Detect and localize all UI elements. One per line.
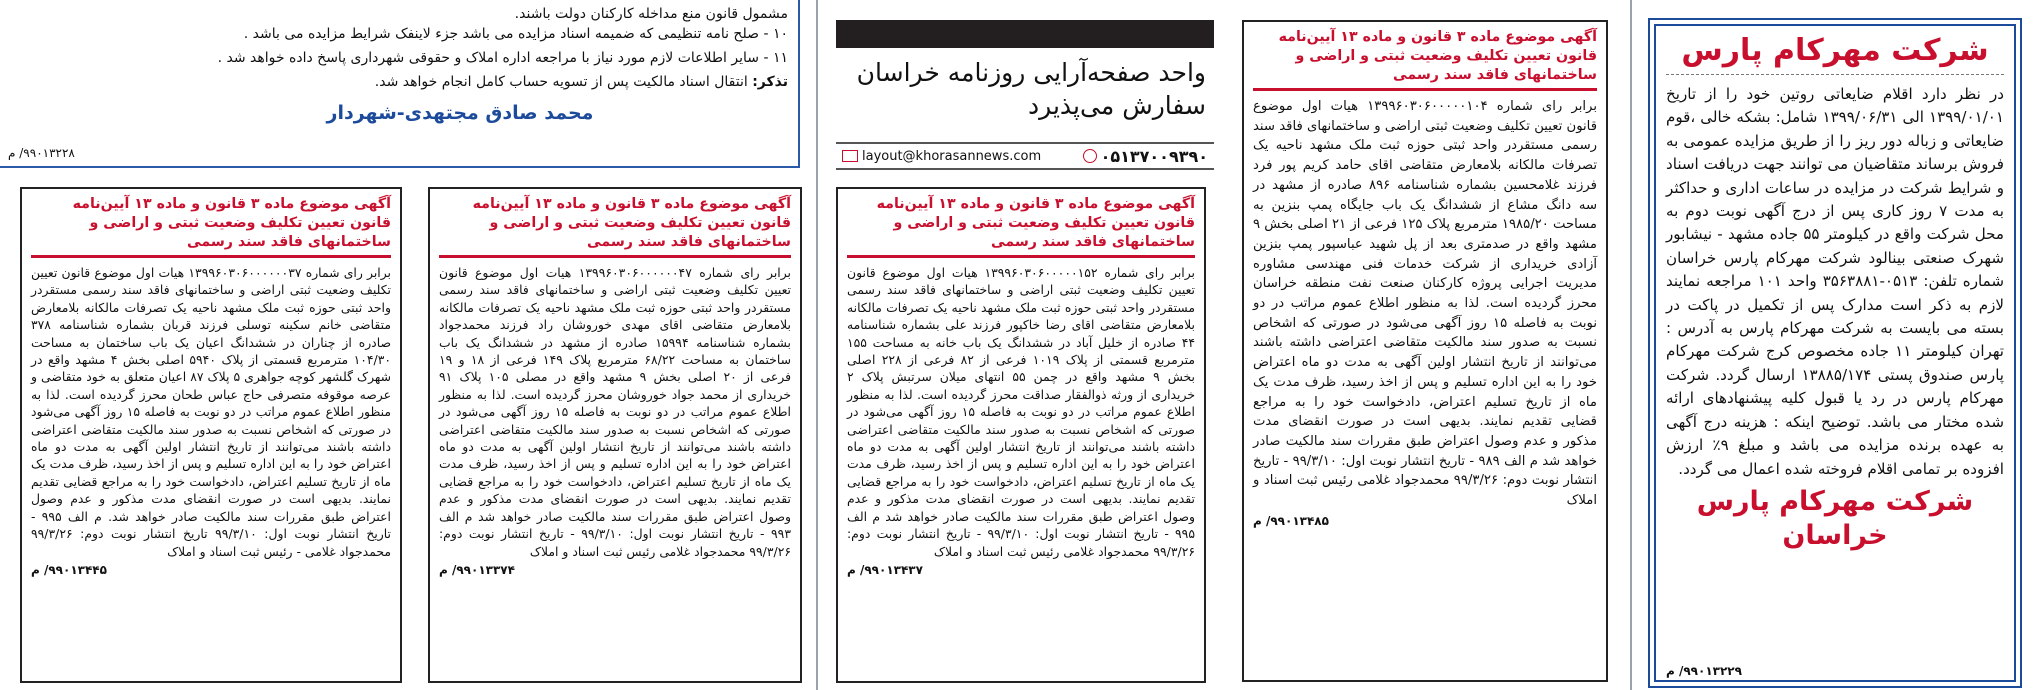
mail-icon (842, 150, 858, 162)
title-rule (439, 255, 791, 258)
layout-ad-line1: واحد صفحه‌آرایی روزنامه خراسان (856, 58, 1206, 87)
layout-ad-phone[interactable] (1083, 147, 1208, 166)
layout-ad-email[interactable] (842, 149, 1041, 164)
ad-body: برابر رای شماره ۱۳۹۹۶۰۳۰۶۰۰۰۰۰۱۵۲ هیات اول موضوع قانون تعیین تکلیف وضعیت ثبتی اراضی و ساختمانهای فاقد سند رسمی مستقردر واحد ثبتی حوزه ثبت ملک مشهد ناحیه یک تصرفات مالکانه بلامعارض متقاضی اقای رضا خاکپور فرزند علی بشماره شناسنامه ۴۴ صادره از خلیل آباد در ششدانگ یک باب خانه به مساحت ۱۵۵ مترمربع قسمتی از پلاک ۱۰۱۹ فرعی از ۸۲ فرعی از ۲۲۸ اصلی بخش ۹ مشهد واقع در چمن ۵۵ انتهای میلان سرتبش پلاک ۲ خریداری از ورثه ذوالفقار صداقت محرز گردیده است. لذا به منظور اطلاع عموم مراتب در دو نوبت به فاصله ۱۵ روز آگهی می‌شود در صورتی که اشخاص نسبت به صدور سند مالکیت متقاضی اعتراضی داشته باشند می‌توانند از تاریخ انتشار اولین آگهی به مدت دو ماه اعتراض خود را به این اداره تسلیم و پس از اخذ رسید، ظرف مدت یک ماه از تاریخ تسلیم اعتراض، دادخواست خود را به مراجع قضایی تقدیم نمایند. بدیهی است در صورت انقضای مدت مذکور و عدم وصول اعتراض طبق مقررات سند مالکیت صادر خواهد شد م الف ۹۹۵ - تاریخ انتشار نوبت اول: ۹۹/۳/۱۰ - تاریخ انتشار نوبت دوم: ۹۹/۳/۲۶ محمدجواد غلامی رئیس ثبت اسناد و املاک (847, 265, 1196, 559)
ad-title: آگهی موضوع ماده ۳ قانون و ماده ۱۳ آیین‌نامه قانون تعیین تکلیف وضعیت ثبتی و اراضی و ساختمانهای فاقد سند رسمی (472, 196, 791, 250)
registry-ad-4 (20, 187, 402, 683)
phone-text: ۰۵۱۳۷۰۰۹۳۹۰ (1100, 146, 1208, 166)
notice-line: مشمول قانون منع مداخله کارکنان دولت باشند. (514, 6, 788, 22)
note-text: انتقال اسناد مالکیت پس از تسویه حساب کامل انجام خواهد شد. (374, 74, 748, 90)
mehrkam-body: در نظر دارد اقلام ضایعاتی روتین خود را از تاریخ ۱۳۹۹/۰۱/۰۱ الی ۱۳۹۹/۰۶/۳۱ شامل: بشکه خالی ،قوم ضایعاتی و زباله دور ریز را از طریق مزایده عمومی به فروش برساند متقاضیان می توانند جهت دریافت اسناد و شرایط شرکت در مزایده در ساعات اداری و حداکثر به مدت ۷ روز کاری پس از درج آگهی نوبت دوم به محل شرکت واقع در کیلومتر ۵۵ جاده مشهد - نیشابور شهرک صنعتی بینالود شرکت مهرکام پارس خراسان شماره تلفن: ۰۵۱۳-۳۵۶۳۸۸۱ واحد ۱۰۱ مراجعه نمایند لازم به ذکر است مدارک پس از تکمیل در پاکت در بسته می بایست به شرکت مهرکام پارس به آدرس : تهران کیلومتر ۱۱ جاده مخصوص کرج شرکت مهرکام پارس صندوق پستی ۱۳۸۸۵/۱۷۴ ارسال گردد. شرکت مهرکام پارس در رد یا قبول کلیه پیشنهادهای ارائه شده مختار می باشد. توضیح اینکه : هزینه درج آگهی به عهده برنده مزایده می باشد و مبلغ ۹٪ ارزش افزوده بر تمامی اقلام فروخته شده اعمال می گردد. (1666, 85, 2005, 478)
mehrkam-title: شرکت مهرکام پارس (1666, 32, 2004, 75)
ad-code: ۹۹۰۱۳۴۸۵/ م (1253, 513, 1329, 528)
column-divider (1630, 0, 1632, 690)
ad-body: برابر رای شماره ۱۳۹۹۶۰۳۰۶۰۰۰۰۰۱۰۴ هیات اول موضوع قانون تعیین تکلیف وضعیت ثبتی اراضی و ساختمانهای فاقد سند رسمی مستقردر واحد ثبتی حوزه ثبت ملک مشهد ناحیه یک تصرفات مالکانه بلامعارض متقاضی اقای حامد کریم پور فرد فرزند غلامحسین بشماره شناسنامه ۸۹۶ صادره از مشهد در سه دانگ مشاع از ششدانگ یک باب جایگاه پمپ بنزین به مساحت ۱۹۸۵/۲۰ مترمربع پلاک ۱۲۵ فرعی از ۲۱ اصلی بخش ۹ مشهد واقع در صدمتری بعد از پل شهید عباسپور پمپ بنزین آزادی خریداری از شرکت خدمات فنی مهندسی مشاوره مدیریت اجرایی پروژه کارکنان صنعت نفت منطقه خراسان محرز گردیده است. لذا به منظور اطلاع عموم مراتب در دو نوبت به فاصله ۱۵ روز آگهی می‌شود در صورتی که اشخاص نسبت به صدور سند مالکیت متقاضی اعتراضی داشته باشند می‌توانند از تاریخ انتشار اولین آگهی به مدت دو ماه اعتراض خود را به این اداره تسلیم و پس از اخذ رسید، ظرف مدت یک ماه از تاریخ تسلیم اعتراض، دادخواست خود را به مراجع قضایی تقدیم نمایند. بدیهی است در صورت انقضای مدت مذکور و عدم وصول اعتراض طبق مقررات سند مالکیت صادر خواهد شد م الف ۹۸۹ - تاریخ انتشار نوبت اول: ۹۹/۳/۱۰ - تاریخ انتشار نوبت دوم: ۹۹/۳/۲۶ محمدجواد غلامی رئیس ثبت اسناد و املاک (1253, 99, 1598, 509)
phone-icon (1083, 149, 1097, 163)
layout-ad-line2: سفارش می‌پذیرد (1028, 91, 1206, 120)
registry-ad-2 (836, 187, 1206, 683)
ad-code: ۹۹۰۱۳۳۷۴/ م (439, 562, 515, 577)
ad-body: برابر رای شماره ۱۳۹۹۶۰۳۰۶۰۰۰۰۰۰۴۷ هیات اول موضوع قانون تعیین تکلیف وضعیت ثبتی اراضی و ساختمانهای فاقد سند رسمی مستقردر واحد ثبتی حوزه ثبت ملک مشهد ناحیه یک تصرفات مالکانه بلامعارض متقاضی اقای مهدی خوروشان راد فرزند محمدجواد بشماره شناسنامه ۱۵۹۹۴ صادره از مشهد در ششدانگ یک باب ساختمان به مساحت ۶۸/۲۲ مترمربع پلاک ۱۴۹ فرعی از ۱۸ و ۱۹ فرعی از ۲۰ اصلی بخش ۹ مشهد واقع در مصلی ۱۰۵ پلاک ۹۱ خریداری از محمد جواد خوروشان محرز گردیده است. لذا به منظور اطلاع عموم مراتب در دو نوبت به فاصله ۱۵ روز آگهی می‌شود در صورتی که اشخاص نسبت به صدور سند مالکیت متقاضی اعتراضی داشته باشند می‌توانند از تاریخ انتشار اولین آگهی به مدت دو ماه اعتراض خود را به این اداره تسلیم و پس از اخذ رسید، ظرف مدت یک ماه از تاریخ تسلیم اعتراض، دادخواست خود را به مراجع قضایی تقدیم نمایند. بدیهی است در صورت انقضای مدت مذکور و عدم وصول اعتراض طبق مقررات سند مالکیت صادر خواهد شد م الف ۹۹۳ - تاریخ انتشار نوبت اول: ۹۹/۳/۱۰ - تاریخ انتشار نوبت دوم: ۹۹/۳/۲۶ محمدجواد غلامی رئیس ثبت اسناد و املاک (439, 265, 792, 559)
registry-ad-1 (1242, 20, 1608, 682)
column-divider (816, 0, 818, 690)
ad-title: آگهی موضوع ماده ۳ قانون و ماده ۱۳ آیین‌نامه قانون تعیین تکلیف وضعیت ثبتی و اراضی و ساختمانهای فاقد سند رسمی (72, 196, 391, 250)
note-label: تذکر: (752, 74, 788, 90)
mehrkam-footer: شرکت مهرکام پارس خراسان (1696, 485, 1974, 551)
email-text: layout@khorasannews.com (862, 148, 1042, 164)
mayor-signature: محمد صادق مجتهدی-شهردار (326, 102, 594, 124)
layout-ad-contact (836, 142, 1214, 170)
ad-title: آگهی موضوع ماده ۳ قانون و ماده ۱۳ آیین‌نامه قانون تعیین تکلیف وضعیت ثبتی و اراضی و ساختمانهای فاقد سند رسمی (1278, 29, 1597, 83)
mehrkam-code: ۹۹۰۱۳۲۲۹/ م (1666, 664, 1742, 678)
ad-code: ۹۹۰۱۳۴۴۵/ م (31, 562, 107, 577)
mehrkam-inner-frame (1654, 24, 2016, 682)
notice-note (12, 70, 788, 94)
title-rule (847, 255, 1195, 258)
layout-ad (836, 20, 1214, 170)
notice-line: ۱۱ - سایر اطلاعات لازم مورد نیاز با مراجعه اداره املاک و حقوقی شهرداری پاسخ داده خواهد شد . (217, 50, 788, 66)
registry-ad-3 (428, 187, 802, 683)
title-rule (1253, 88, 1597, 91)
notice-code: ۹۹۰۱۳۲۲۸/ م (8, 146, 75, 160)
municipal-notice (0, 0, 800, 168)
ad-title: آگهی موضوع ماده ۳ قانون و ماده ۱۳ آیین‌نامه قانون تعیین تکلیف وضعیت ثبتی و اراضی و ساختمانهای فاقد سند رسمی (876, 196, 1195, 250)
title-rule (31, 255, 391, 258)
layout-ad-header-bar (836, 20, 1214, 48)
mehrkam-pars-ad (1648, 18, 2022, 688)
ad-body: برابر رای شماره ۱۳۹۹۶۰۳۰۶۰۰۰۰۰۰۳۷ هیات اول موضوع قانون تعیین تکلیف وضعیت ثبتی اراضی و ساختمانهای فاقد سند رسمی مستقردر واحد ثبتی حوزه ثبت ملک مشهد ناحیه یک تصرفات مالکانه بلامعارض متقاضی خانم سکینه توسلی فرزند قربان بشماره شناسنامه ۳۷۸ صادره از چناران در ششدانگ اعیان یک باب ساختمان به مساحت ۱۰۴/۳۰ مترمربع قسمتی از پلاک ۵۹۴۰ اصلی بخش ۴ مشهد واقع در شهرک گلشهر کوچه جواهری ۵ پلاک ۸۷ اعیان متعلق به خود متقاضی و عرصه موقوفه متصرفی حاج عباس طحان محرز گردیده است. لذا به منظور اطلاع عموم مراتب در دو نوبت به فاصله ۱۵ روز آگهی می‌شود در صورتی که اشخاص نسبت به صدور سند مالکیت متقاضی اعتراضی داشته باشند می‌توانند از تاریخ انتشار اولین آگهی به مدت دو ماه اعتراض خود را به این اداره تسلیم و پس از اخذ رسید، ظرف مدت یک ماه از تاریخ تسلیم اعتراض، دادخواست خود را به مراجع قضایی تقدیم نمایند. بدیهی است در صورت انقضای مدت مذکور و عدم وصول اعتراض طبق مقررات سند مالکیت صادر خواهد شد. م الف ۹۹۵ - تاریخ انتشار نوبت اول: ۹۹/۳/۱۰ تاریخ انتشار نوبت دوم: ۹۹/۳/۲۶ محمدجواد غلامی - رئیس ثبت اسناد و املاک (31, 265, 392, 559)
ad-code: ۹۹۰۱۳۴۳۷/ م (847, 562, 923, 577)
notice-line: ۱۰ - صلح نامه تنظیمی که ضمیمه اسناد مزایده می باشد جزء لاینفک شرایط مزایده می باشد . (243, 26, 788, 42)
